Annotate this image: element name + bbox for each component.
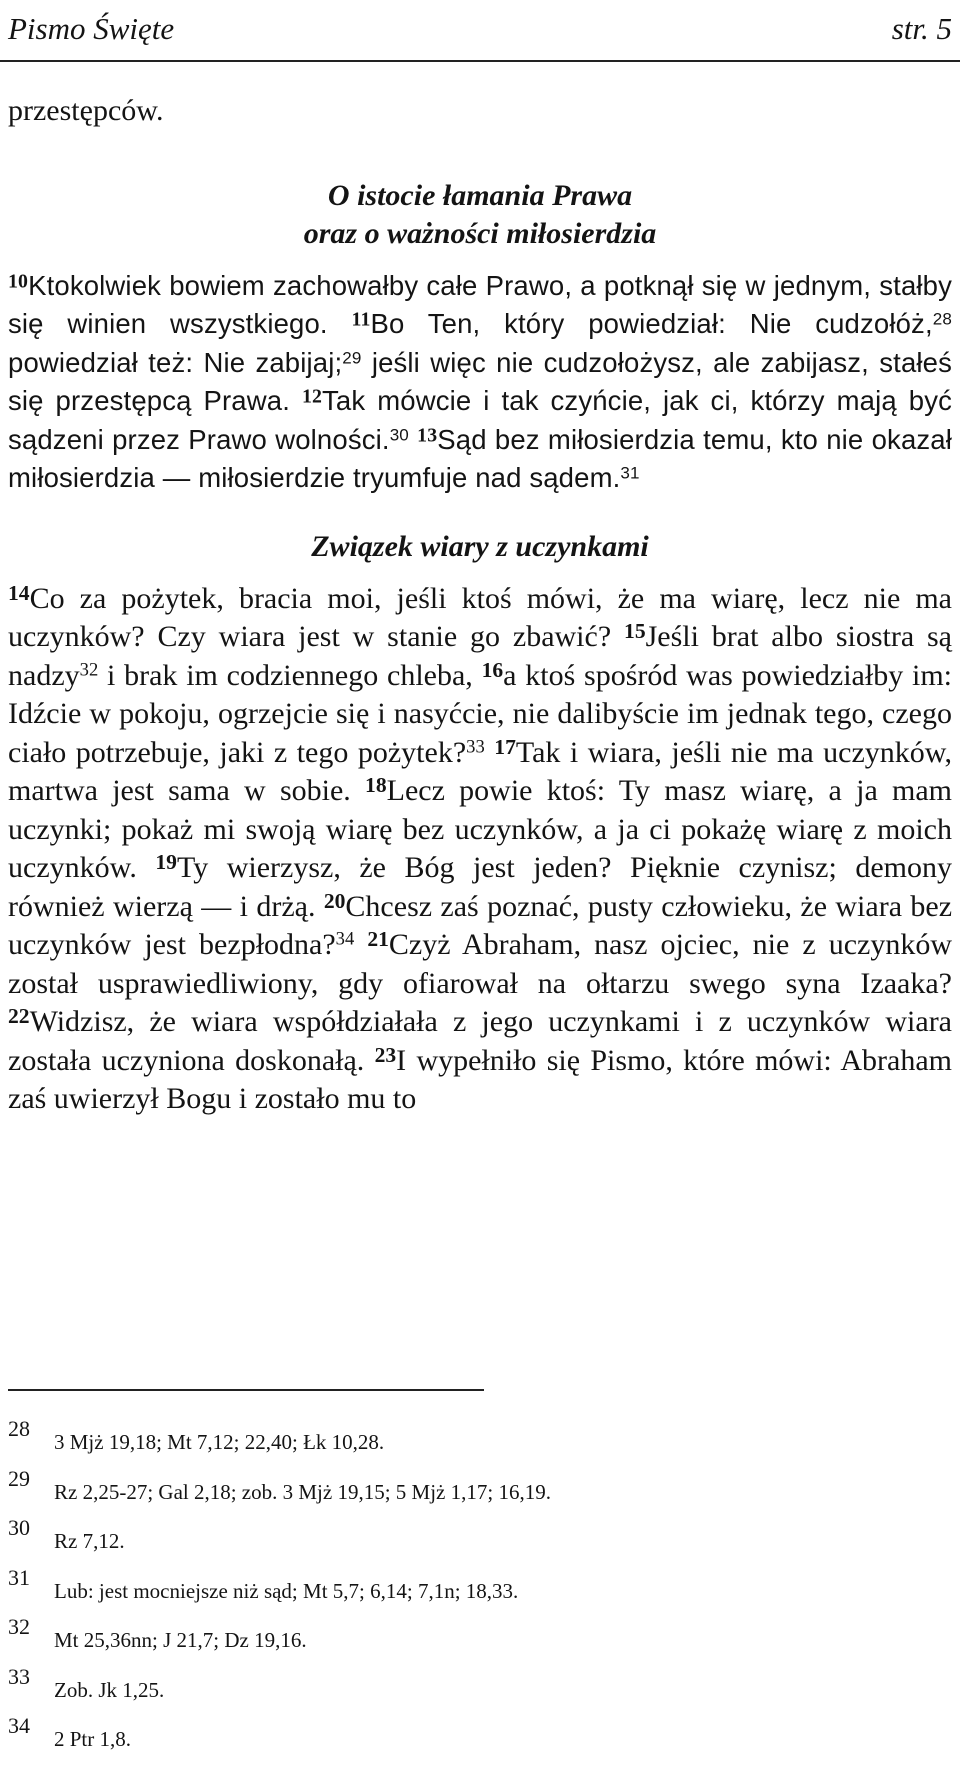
verse-text: I wypełniło się Pismo, które mówi: Abraham zaś uwierzył Bogu i zostało mu to (8, 1043, 952, 1115)
footnote-ref: 31 (620, 463, 640, 483)
verse-text: Tak i wiara, jeśli nie ma uczynków, martwa jest sama w sobie. (8, 735, 953, 807)
verse-number: 11 (351, 308, 371, 331)
verse-number: 23 (374, 1042, 397, 1067)
footnote-number: 34 (8, 1713, 30, 1738)
footnote-text: Rz 2,25-27; Gal 2,18; zob. 3 Mjż 19,15; 5 Mjż 1,17; 16,19. (54, 1479, 551, 1504)
page-number: str. 5 (891, 11, 952, 46)
verse-number: 19 (155, 849, 177, 874)
verse-text: i brak im codziennego chleba, (98, 658, 482, 692)
footnote-text: Rz 7,12. (54, 1529, 125, 1553)
continuation-text: przestępców. (8, 94, 164, 127)
footnote-text: 3 Mjż 19,18; Mt 7,12; 22,40; Łk 10,28. (54, 1430, 385, 1454)
verse-number: 14 (8, 580, 30, 605)
paragraph-1 (8, 267, 952, 498)
book-title: Pismo Święte (8, 11, 175, 46)
footnote-ref: 30 (389, 424, 409, 444)
verse-number: 21 (367, 926, 389, 951)
verse-text: Bo Ten, który powiedział: Nie cudzołóż, (370, 308, 933, 339)
footnote-number: 28 (8, 1416, 30, 1441)
paragraph-2 (8, 580, 952, 1119)
footnote-item (8, 1418, 952, 1468)
section-heading-1-line1: O istocie łamania Prawa (327, 178, 633, 212)
verse-number: 18 (365, 772, 387, 797)
footnote-ref: 32 (79, 659, 99, 681)
footnote-text: Zob. Jk 1,25. (54, 1677, 165, 1702)
footnotes (8, 1418, 952, 1765)
footnote-number: 32 (8, 1614, 30, 1639)
section-heading-1 (8, 177, 952, 253)
verse-text: a ktoś spośród was powiedziałby im: Idźcie w pokoju, ogrzejcie się i nasyćcie, nie dalibyście im jednak tego, czego ciało potrzebuje, jaki z tego pożytek? (8, 658, 952, 769)
footnote-ref: 29 (342, 347, 362, 367)
verse-text: Tak mówcie i tak czyńcie, jak ci, którzy mają być sądzeni przez Prawo wolności. (8, 385, 953, 455)
verse-number: 15 (624, 618, 646, 643)
verse-text: Chcesz zaś poznać, pusty człowieku, że wiara bez uczynków jest bezpłodna? (8, 889, 953, 961)
running-header (8, 6, 952, 52)
verse-number: 17 (494, 734, 516, 759)
verse-number: 10 (8, 269, 29, 292)
footnote-item (8, 1465, 952, 1518)
verse-number: 22 (8, 1003, 30, 1028)
footnote-number: 33 (8, 1663, 30, 1689)
verse-number: 12 (301, 385, 323, 408)
footnote-number: 30 (8, 1515, 30, 1540)
header-rule (0, 60, 960, 62)
footnote-number: 29 (8, 1465, 30, 1491)
verse-text: Jeśli brat albo siostra są nadzy (8, 620, 952, 692)
verse-text: Sąd bez miłosierdzia temu, kto nie okazał miłosierdzia — miłosierdzie tryumfuje nad sądem. (8, 423, 953, 493)
verse-number: 20 (323, 888, 346, 913)
footnote-number: 31 (8, 1564, 30, 1590)
footnote-text: Lub: jest mocniejsze niż sąd; Mt 5,7; 6,14; 7,1n; 18,33. (54, 1578, 519, 1603)
verse-text: Ty wierzysz, że Bóg jest jeden? Pięknie czynisz; demony również wierzą — i drżą. (8, 851, 952, 923)
footnote-text: 2 Ptr 1,8. (54, 1727, 132, 1751)
verse-text: jeśli więc nie cudzołożysz, ale zabijasz, stałeś się przestępcą Prawa. (8, 346, 952, 416)
footnote-separator (8, 1389, 484, 1391)
footnote-text: Mt 25,36nn; J 21,7; Dz 19,16. (54, 1628, 307, 1652)
verse-number: 13 (417, 423, 438, 446)
footnote-ref: 28 (932, 309, 952, 329)
footnote-item (8, 1715, 952, 1765)
footnote-ref: 34 (335, 928, 355, 950)
section-heading-2: Związek wiary z uczynkami (311, 529, 649, 563)
verse-text: Lecz powie ktoś: Ty masz wiarę, a ja mam uczynki; pokaż mi swoją wiarę bez uczynków, a ja ci pokażę wiarę z moich uczynków. (8, 774, 952, 884)
verse-text: Co za pożytek, bracia moi, jeśli ktoś mówi, że ma wiarę, lecz nie ma uczynków? Czy wiara jest w stanie go zbawić? (8, 581, 952, 653)
verse-text: powiedział też: Nie zabijaj; (8, 346, 343, 378)
verse-number: 16 (481, 657, 504, 682)
verse-text: Czyż Abraham, nasz ojciec, nie z uczynków został usprawiedliwiony, gdy ofiarował na ołtarzu swego syna Izaaka? (8, 928, 952, 1000)
main-text (8, 92, 952, 1119)
footnote-item (8, 1517, 952, 1567)
section-heading-1-line2: oraz o ważności miłosierdzia (303, 216, 657, 250)
verse-text: Widzisz, że wiara współdziałała z jego uczynkami i z uczynków wiara została uczyniona doskonałą. (8, 1005, 952, 1077)
footnote-item (8, 1616, 952, 1666)
footnote-item (8, 1663, 952, 1716)
footnote-item (8, 1564, 952, 1617)
verse-text: Ktokolwiek bowiem zachowałby całe Prawo, a potknął się w jednym, stałby się winien wszystkiego. (8, 269, 952, 339)
footnote-ref: 33 (466, 736, 485, 758)
